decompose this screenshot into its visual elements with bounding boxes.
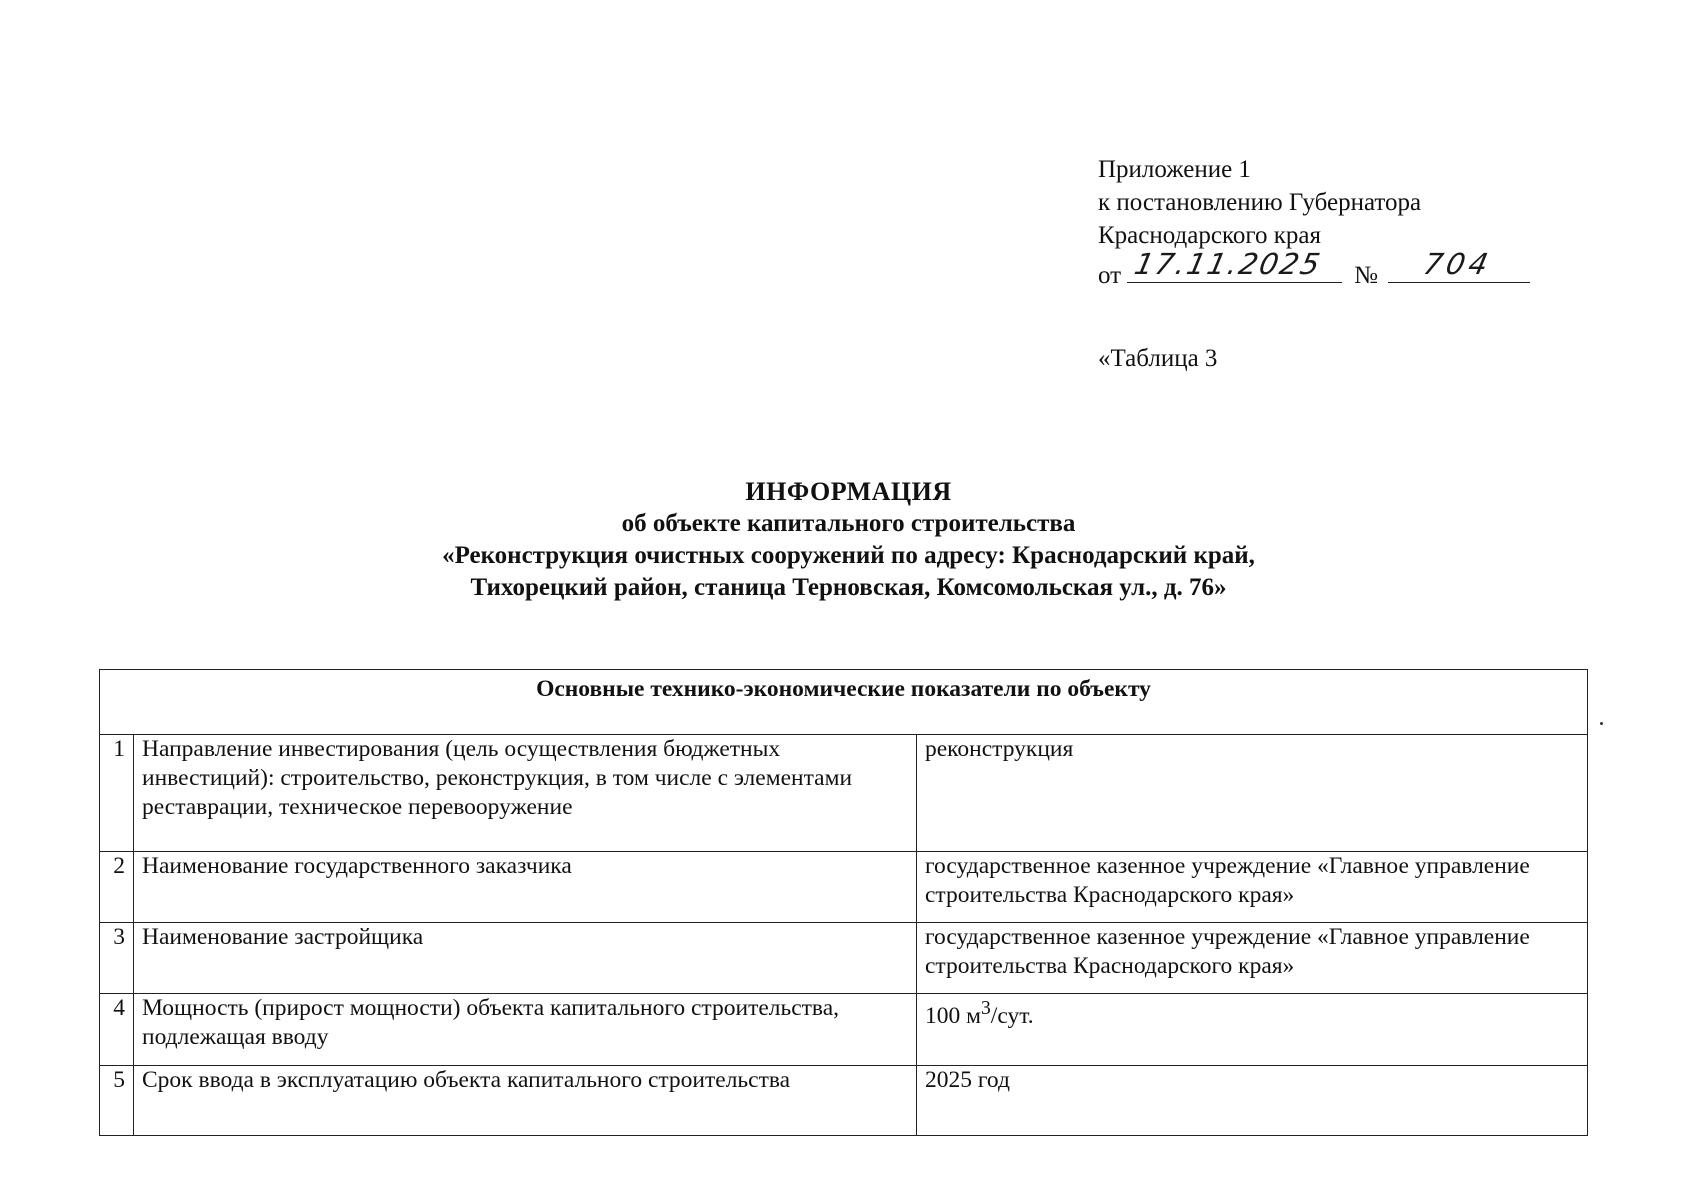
- capacity-unit-exponent: 3: [981, 998, 991, 1019]
- row-number: 4: [100, 994, 134, 1066]
- table-row: [100, 735, 1588, 852]
- row-label: Наименование застройщика: [134, 923, 917, 994]
- row-label: Мощность (прирост мощности) объекта капитального строительства, подлежащая вводу: [134, 994, 917, 1066]
- row-value: реконструкция: [917, 735, 1588, 852]
- row-number: 2: [100, 852, 134, 923]
- row-label: Наименование государственного заказчика: [134, 852, 917, 923]
- title-main: ИНФОРМАЦИЯ: [745, 477, 952, 506]
- table-row: [100, 1066, 1588, 1136]
- table-row: [100, 923, 1588, 994]
- row-number: 5: [100, 1066, 134, 1136]
- row-label: Срок ввода в эксплуатацию объекта капитального строительства: [134, 1066, 917, 1136]
- title-line-3: «Реконструкция очистных сооружений по адресу: Краснодарский край,: [442, 542, 1255, 569]
- row-number: 1: [100, 735, 134, 852]
- row-value: государственное казенное учреждение «Главное управление строительства Краснодарского края»: [917, 852, 1588, 923]
- from-label: от: [1098, 262, 1122, 289]
- appendix-line-2: к постановлению Губернатора: [1098, 189, 1422, 216]
- appendix-line-1: Приложение 1: [1098, 156, 1251, 183]
- title-line-4: Тихорецкий район, станица Терновская, Комсомольская ул., д. 76»: [470, 574, 1227, 601]
- table-header: Основные технико-экономические показатели по объекту: [100, 670, 1588, 735]
- row-value: 2025 год: [917, 1066, 1588, 1136]
- handwritten-date: 17.11.2025: [1131, 247, 1325, 281]
- date-field: [1127, 247, 1342, 283]
- table-row: [100, 994, 1588, 1066]
- row-label: Направление инвестирования (цель осуществления бюджетных инвестиций): строительство, реконструкция, в том числе с элементами реставрации, техническое перевооружение: [134, 735, 917, 852]
- row-value: [917, 994, 1588, 1066]
- row-number: 3: [100, 923, 134, 994]
- capacity-value: 100 м: [925, 1002, 981, 1029]
- row-value: государственное казенное учреждение «Главное управление строительства Краснодарского края»: [917, 923, 1588, 994]
- table-row: [100, 852, 1588, 923]
- scan-artifact: [1600, 722, 1603, 725]
- number-sign: №: [1354, 262, 1378, 289]
- capacity-unit-suffix: /сут.: [990, 1002, 1034, 1029]
- document-title: [0, 476, 1697, 604]
- title-line-2: об объекте капитального строительства: [621, 510, 1076, 537]
- appendix-line-3: Краснодарского края: [1098, 222, 1321, 249]
- number-field: [1388, 247, 1530, 283]
- table-header-row: [100, 670, 1588, 735]
- indicators-table: [99, 669, 1588, 1136]
- appendix-date-number-line: [1098, 247, 1530, 292]
- handwritten-number: 704: [1420, 247, 1496, 281]
- table-reference: «Таблица 3: [1098, 345, 1218, 372]
- appendix-block: [1098, 153, 1530, 292]
